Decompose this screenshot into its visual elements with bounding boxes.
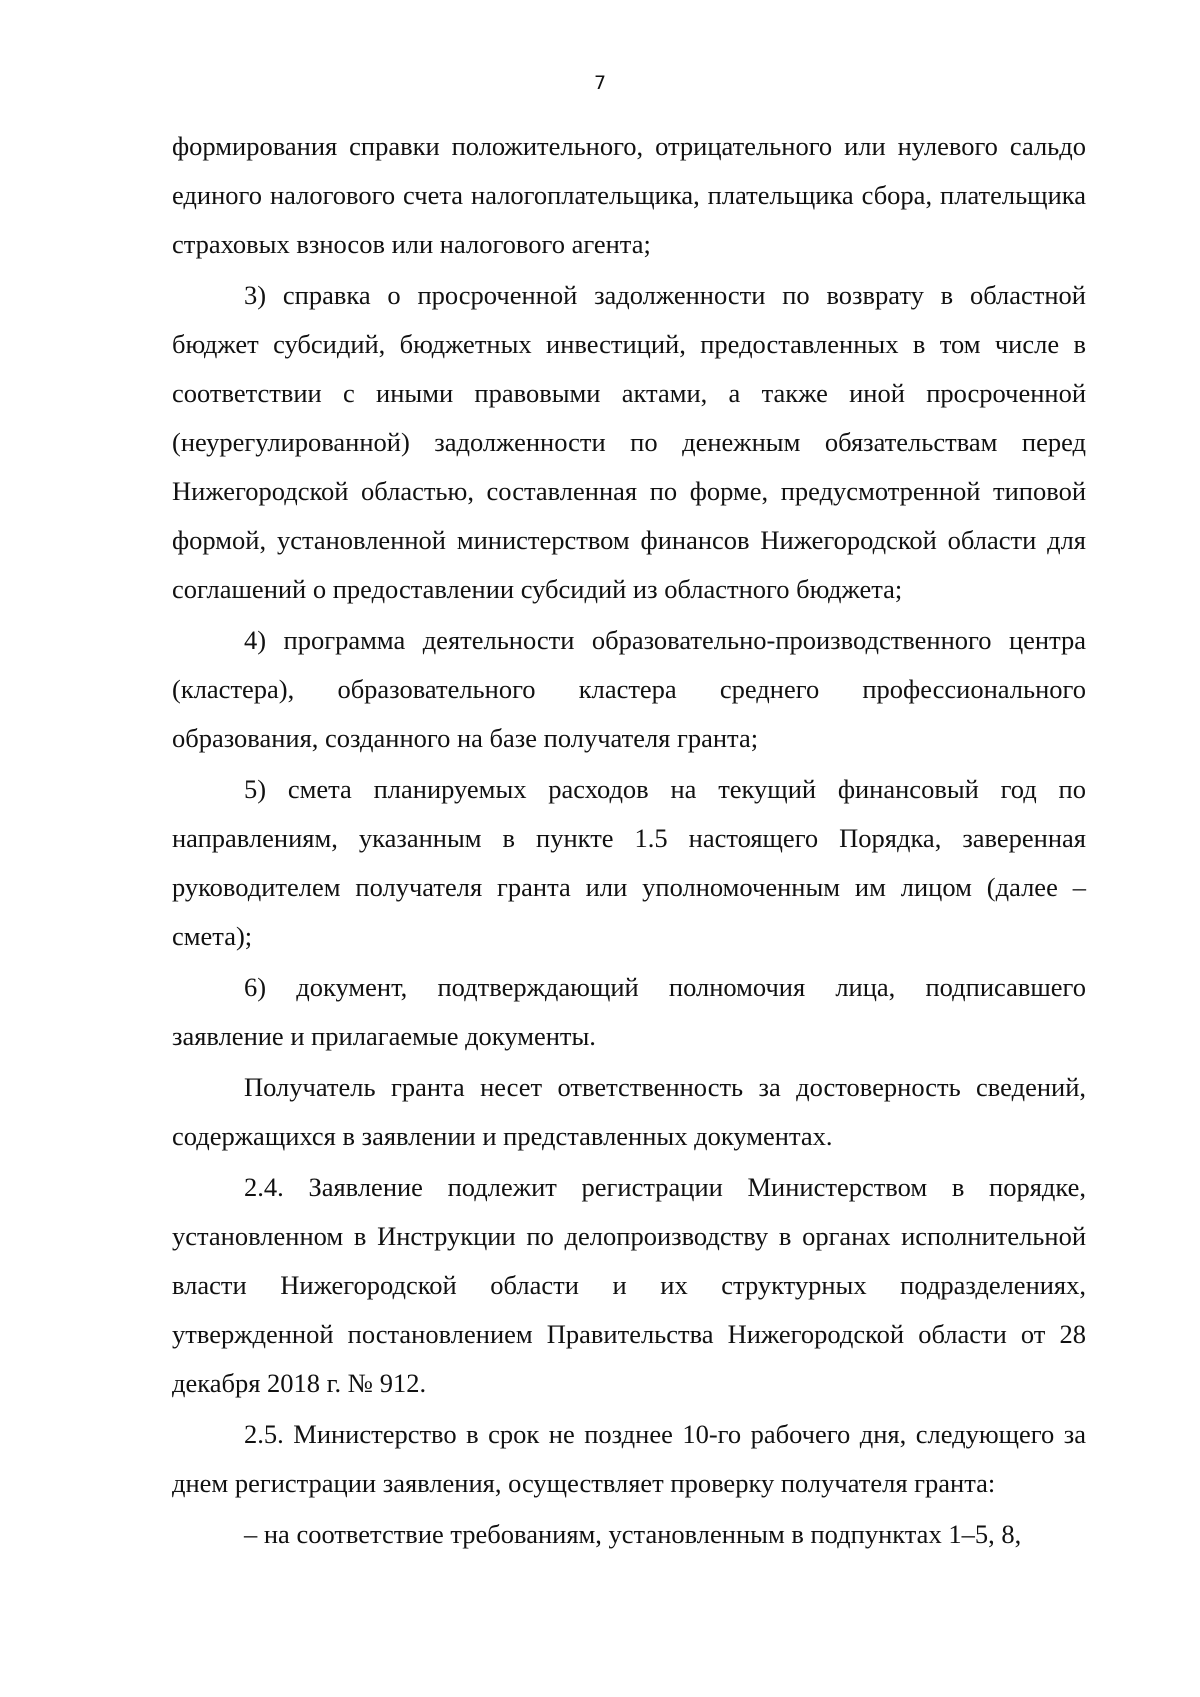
paragraph-item-6: 6) документ, подтверждающий полномочия лица, подписавшего заявление и прилагаемые документы. (172, 972, 1086, 1051)
paragraph-dash-item: – на соответствие требованиям, установленным в подпунктах 1–5, 8, (244, 1519, 1022, 1549)
paragraph-item-5: 5) смета планируемых расходов на текущий финансовый год по направлениям, указанным в пункте 1.5 настоящего Порядка, заверенная руководителем получателя гранта или уполномоченным им лицом (далее – смета); (172, 774, 1086, 951)
paragraph-clause-2-4: 2.4. Заявление подлежит регистрации Министерством в порядке, установленном в Инструкции по делопроизводству в органах исполнительной власти Нижегородской области и их структурных подразделениях, утвержденной постановлением Правительства Нижегородской области от 28 декабря 2018 г. № 912. (172, 1172, 1086, 1398)
paragraph-continuation: формирования справки положительного, отрицательного или нулевого сальдо единого налогового счета налогоплательщика, плательщика сбора, плательщика страховых взносов или налогового агента; (172, 131, 1086, 259)
page-number: 7 (593, 72, 607, 94)
document-body (172, 122, 1086, 1559)
paragraph-responsibility: Получатель гранта несет ответственность за достоверность сведений, содержащихся в заявлении и представленных документах. (172, 1072, 1086, 1151)
paragraph-item-3: 3) справка о просроченной задолженности по возврату в областной бюджет субсидий, бюджетных инвестиций, предоставленных в том числе в соответствии с иными правовыми актами, а также иной просроченной (неурегулированной) задолженности по денежным обязательствам перед Нижегородской областью, составленная по форме, предусмотренной типовой формой, установленной министерством финансов Нижегородской области для соглашений о предоставлении субсидий из областного бюджета; (172, 280, 1086, 604)
paragraph-item-4: 4) программа деятельности образовательно-производственного центра (кластера), образовательного кластера среднего профессионального образования, созданного на базе получателя гранта; (172, 625, 1086, 753)
paragraph-clause-2-5: 2.5. Министерство в срок не позднее 10-го рабочего дня, следующего за днем регистрации заявления, осуществляет проверку получателя гранта: (172, 1419, 1086, 1498)
